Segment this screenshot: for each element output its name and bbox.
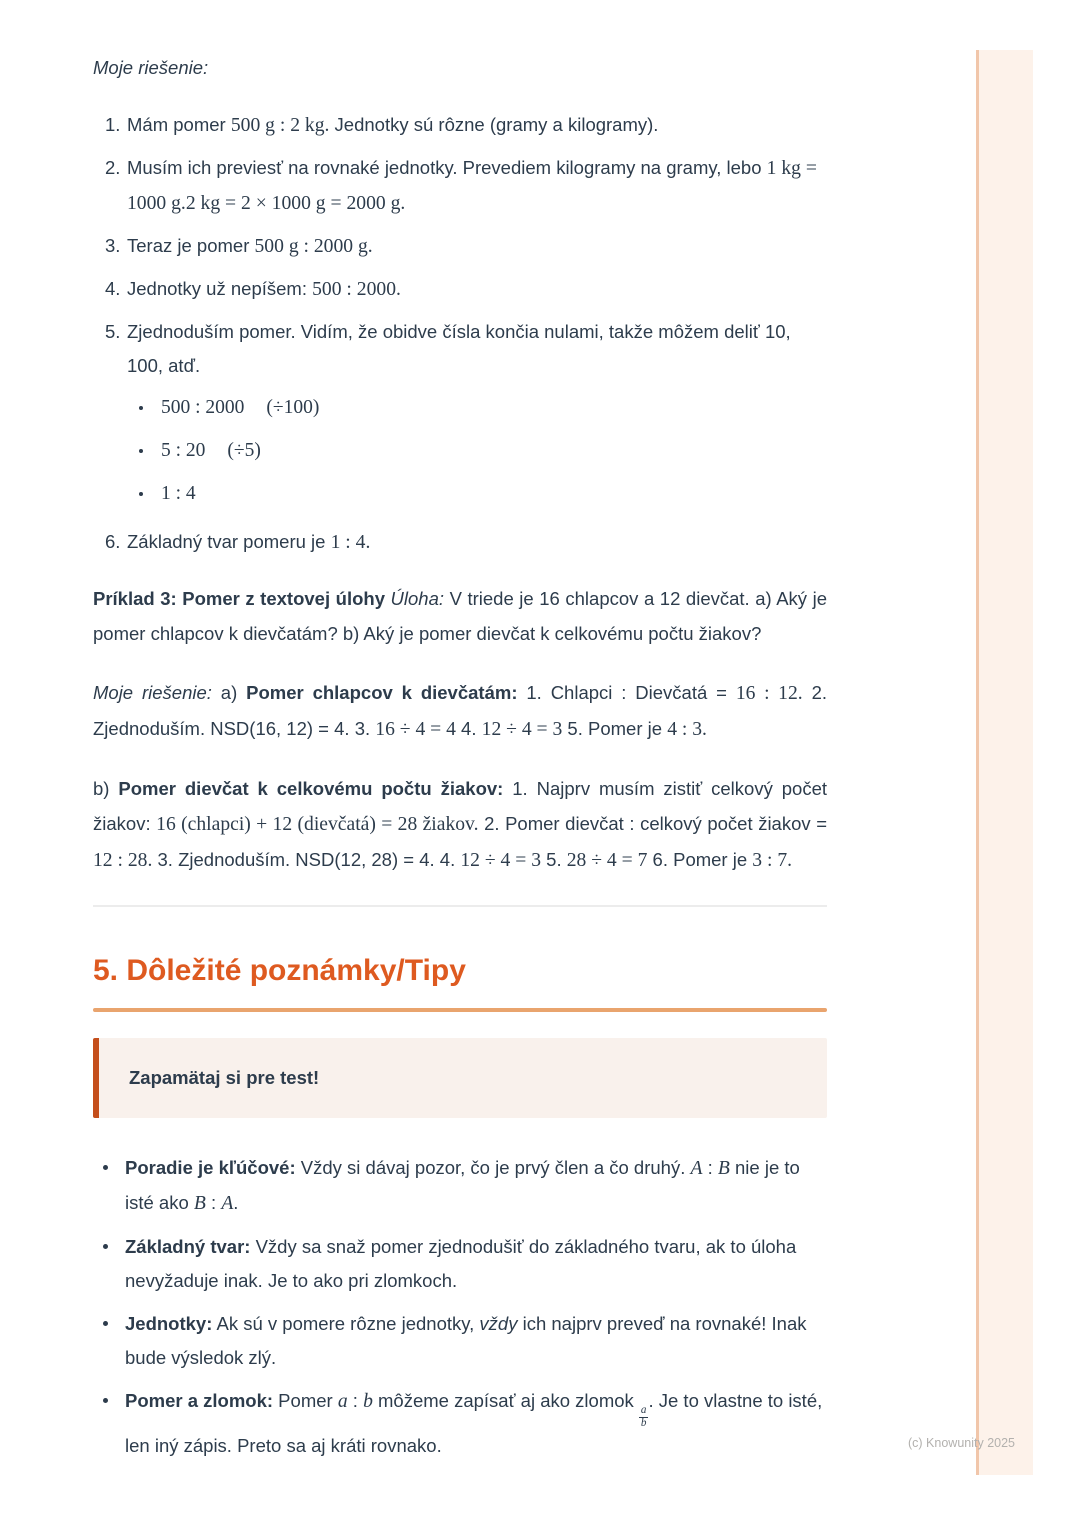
- side-accent-strip: [976, 50, 1033, 1475]
- list-item: [105, 151, 827, 221]
- step-number: 6.: [105, 531, 121, 552]
- ratio-value: 500 : 2000: [161, 397, 245, 418]
- tip-text: Základný tvar: Vždy sa snaž pomer zjednodušiť do základného tvaru, ak to úloha nevyžaduje inak. Je to ako pri zlomkoch.: [125, 1236, 797, 1291]
- tips-list: [93, 1151, 827, 1463]
- list-item: [105, 525, 827, 560]
- list-item: [93, 1230, 827, 1298]
- list-item: [105, 108, 827, 143]
- step-number: 3.: [105, 235, 121, 256]
- bullet-icon: [103, 1398, 108, 1403]
- step-text: Teraz je pomer 500 g : 2000 g.: [127, 235, 373, 257]
- section-heading: 5. Dôležité poznámky/Tipy: [93, 954, 466, 987]
- step-number: 1.: [105, 114, 121, 135]
- bullet-icon: [103, 1244, 108, 1249]
- list-item: [139, 391, 827, 425]
- tip-text: Pomer a zlomok: Pomer a : b môžeme zapísať aj ako zlomok $\frac{a}{b}$ . Je to vlastne to isté, len iný zápis. Preto sa aj kráti rovnako.: [125, 1390, 823, 1457]
- ratio-value: 5 : 20: [161, 440, 206, 461]
- list-item: [105, 272, 827, 307]
- list-item: [105, 315, 827, 511]
- simplify-bullet-list: [139, 391, 827, 511]
- bullet-icon: [103, 1321, 108, 1326]
- section-divider: [93, 905, 827, 907]
- bullet-icon: [103, 1165, 108, 1170]
- copyright-text: (c) Knowunity 2025: [908, 1436, 1016, 1450]
- step-text: Zjednoduším pomer. Vidím, že obidve čísla končia nulami, takže môžem deliť 10, 100, atď.: [127, 321, 791, 376]
- step-number: 2.: [105, 157, 121, 178]
- callout-title: Zapamätaj si pre test!: [129, 1067, 320, 1088]
- list-item: [139, 434, 827, 468]
- step-number: 4.: [105, 278, 121, 299]
- tip-text: Jednotky: Ak sú v pomere rôzne jednotky, vždy ich najprv preveď na rovnaké! Inak bude výsledok zlý.: [125, 1313, 807, 1368]
- divide-operation: (÷100): [266, 397, 320, 418]
- list-item: [105, 229, 827, 264]
- example3-paragraph: Príklad 3: Pomer z textovej úlohy Úloha: V triede je 16 chlapcov a 12 dievčat. a) Aký je pomer chlapcov k dievčatám? b) Aký je pomer dievčat k celkovému počtu žiakov?: [93, 588, 828, 644]
- callout-box: [93, 1038, 827, 1118]
- step-text: Mám pomer 500 g : 2 kg. Jednotky sú rôzne (gramy a kilogramy).: [127, 114, 659, 136]
- step-text: Jednotky už nepíšem: 500 : 2000.: [127, 278, 401, 300]
- bullet-icon: [139, 492, 143, 496]
- solution-b-paragraph: b) Pomer dievčat k celkovému počtu žiakov: 1. Najprv musím zistiť celkový počet žiakov: 16 (chlapci) + 12 (dievčatá) = 28 žiakov. 2. Pomer dievčat : celkový počet žiakov = 12 : 28. 3. Zjednoduším. NSD(12, 28) = 4. 4. 12 ÷ 4 = 3 5. 28 ÷ 4 = 7 6. Pomer je 3 : 7.: [93, 778, 828, 871]
- solution-steps-list: [105, 108, 827, 560]
- tip-text: Poradie je kľúčové: Vždy si dávaj pozor, čo je prvý člen a čo druhý. A : B nie je to isté ako B : A.: [125, 1157, 800, 1214]
- step-number: 5.: [105, 321, 121, 342]
- list-item: [93, 1151, 827, 1221]
- solution-a-paragraph: Moje riešenie: a) Pomer chlapcov k dievčatám: 1. Chlapci : Dievčatá = 16 : 12. 2. Zjednoduším. NSD(16, 12) = 4. 3. 16 ÷ 4 = 4 4. 12 ÷ 4 = 3 5. Pomer je 4 : 3.: [93, 682, 828, 740]
- divide-operation: (÷5): [227, 440, 261, 461]
- step-text: Musím ich previesť na rovnaké jednotky. Prevediem kilogramy na gramy, lebo 1 kg = 1000 g.2 kg = 2 × 1000 g = 2000 g.: [127, 157, 817, 214]
- bullet-icon: [139, 449, 143, 453]
- list-item: [93, 1384, 827, 1463]
- bullet-icon: [139, 406, 143, 410]
- solution-intro-label: Moje riešenie:: [93, 57, 209, 78]
- heading-underline: [93, 1008, 827, 1012]
- step-text: Základný tvar pomeru je 1 : 4.: [127, 531, 371, 553]
- list-item: [93, 1307, 827, 1375]
- list-item: [139, 477, 827, 511]
- fraction: $\frac{a}{b}$: [640, 1403, 647, 1429]
- content-column: [93, 55, 827, 1472]
- ratio-value: 1 : 4: [161, 483, 196, 504]
